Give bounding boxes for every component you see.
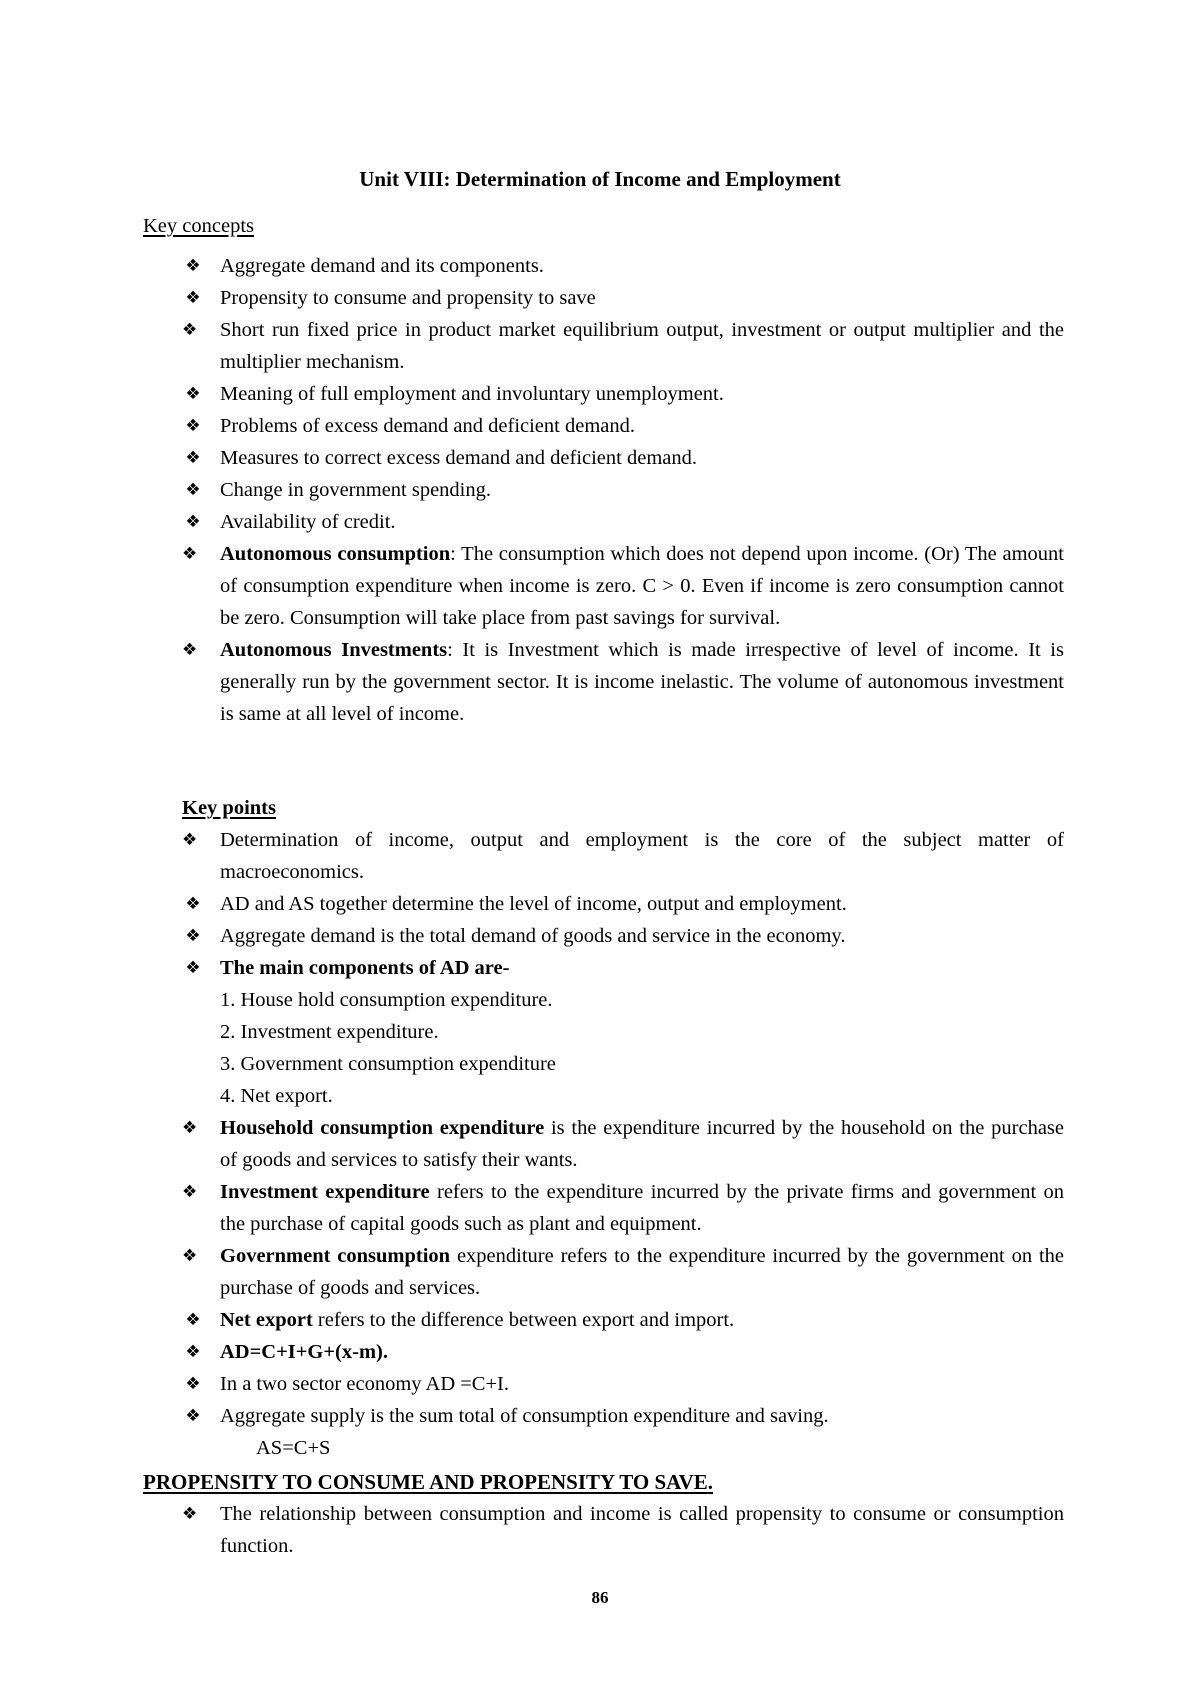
- key-concepts-list: [182, 250, 1064, 730]
- four-diamond-bullet-icon: ❖: [185, 480, 201, 500]
- list-item: ❖ Household consumption expenditure is the expenditure incurred by the household on the purchase of goods and services to satisfy their wants.: [182, 1112, 1064, 1176]
- list-item: ❖ Investment expenditure refers to the expenditure incurred by the private firms and government on the purchase of capital goods such as plant and equipment.: [182, 1176, 1064, 1240]
- four-diamond-bullet-icon: ❖: [185, 288, 201, 308]
- four-diamond-bullet-icon: ❖: [182, 830, 198, 850]
- key-points-heading: Key points: [182, 797, 276, 819]
- four-diamond-bullet-icon: ❖: [185, 894, 201, 914]
- four-diamond-bullet-icon: ❖: [185, 512, 201, 532]
- list-item: ❖ In a two sector economy AD =C+I.: [182, 1368, 1064, 1400]
- four-diamond-bullet-icon: ❖: [182, 1182, 198, 1202]
- list-item: ❖ Aggregate demand and its components.: [182, 250, 1064, 282]
- four-diamond-bullet-icon: ❖: [185, 384, 201, 404]
- four-diamond-bullet-icon: ❖: [185, 1406, 201, 1426]
- numbered-item: 4. Net export.: [220, 1085, 333, 1107]
- four-diamond-bullet-icon: ❖: [182, 1504, 198, 1524]
- as-formula: AS=C+S: [256, 1437, 331, 1459]
- list-item: ❖ Aggregate supply is the sum total of consumption expenditure and saving.: [182, 1400, 1064, 1432]
- page-number: 86: [591, 1588, 609, 1607]
- four-diamond-bullet-icon: ❖: [185, 448, 201, 468]
- four-diamond-bullet-icon: ❖: [185, 1310, 201, 1330]
- list-item: ❖ Measures to correct excess demand and deficient demand.: [182, 442, 1064, 474]
- list-item: ❖ Autonomous consumption: The consumption which does not depend upon income. (Or) The amount of consumption expenditure when income is zero. C > 0. Even if income is zero consumption cannot be zero. Consumption will take place from past savings for survival.: [182, 538, 1064, 634]
- list-item: ❖ AD and AS together determine the level of income, output and employment.: [182, 888, 1064, 920]
- numbered-item: 1. House hold consumption expenditure.: [220, 989, 553, 1011]
- four-diamond-bullet-icon: ❖: [182, 640, 198, 660]
- list-item: ❖ Autonomous Investments: It is Investment which is made irrespective of level of income. It is generally run by the government sector. It is income inelastic. The volume of autonomous investment is same at all level of income.: [182, 634, 1064, 730]
- list-item: ❖ Propensity to consume and propensity to save: [182, 282, 1064, 314]
- numbered-item: 3. Government consumption expenditure: [220, 1053, 556, 1075]
- list-item: ❖ Availability of credit.: [182, 506, 1064, 538]
- four-diamond-bullet-icon: ❖: [182, 1246, 198, 1266]
- list-item: ❖ Net export refers to the difference between export and import.: [182, 1304, 1064, 1336]
- list-item: ❖ Short run fixed price in product market equilibrium output, investment or output multiplier and the multiplier mechanism.: [182, 314, 1064, 378]
- list-item: ❖ AD=C+I+G+(x-m).: [182, 1336, 1064, 1368]
- propensity-list: [182, 1498, 1064, 1562]
- four-diamond-bullet-icon: ❖: [182, 320, 198, 340]
- list-item: ❖ Aggregate demand is the total demand of goods and service in the economy.: [182, 920, 1064, 952]
- list-item: ❖ Determination of income, output and employment is the core of the subject matter of macroeconomics.: [182, 824, 1064, 888]
- four-diamond-bullet-icon: ❖: [185, 1342, 201, 1362]
- four-diamond-bullet-icon: ❖: [185, 416, 201, 436]
- four-diamond-bullet-icon: ❖: [185, 1374, 201, 1394]
- numbered-item: 2. Investment expenditure.: [220, 1021, 439, 1043]
- four-diamond-bullet-icon: ❖: [182, 544, 198, 564]
- four-diamond-bullet-icon: ❖: [185, 958, 201, 978]
- key-concepts-heading: Key concepts: [143, 215, 254, 237]
- four-diamond-bullet-icon: ❖: [182, 1118, 198, 1138]
- list-item: ❖ Meaning of full employment and involuntary unemployment.: [182, 378, 1064, 410]
- four-diamond-bullet-icon: ❖: [185, 256, 201, 276]
- key-points-list: [182, 824, 1064, 1432]
- page-title: Unit VIII: Determination of Income and Employment: [359, 167, 841, 191]
- propensity-heading: PROPENSITY TO CONSUME AND PROPENSITY TO SAVE.: [143, 1470, 714, 1494]
- list-item: ❖ Government consumption expenditure refers to the expenditure incurred by the government on the purchase of goods and services.: [182, 1240, 1064, 1304]
- list-item: ❖ The main components of AD are-: [182, 952, 1064, 984]
- four-diamond-bullet-icon: ❖: [185, 926, 201, 946]
- list-item: ❖ The relationship between consumption and income is called propensity to consume or consumption function.: [182, 1498, 1064, 1562]
- list-item: ❖ Change in government spending.: [182, 474, 1064, 506]
- list-item: ❖ Problems of excess demand and deficient demand.: [182, 410, 1064, 442]
